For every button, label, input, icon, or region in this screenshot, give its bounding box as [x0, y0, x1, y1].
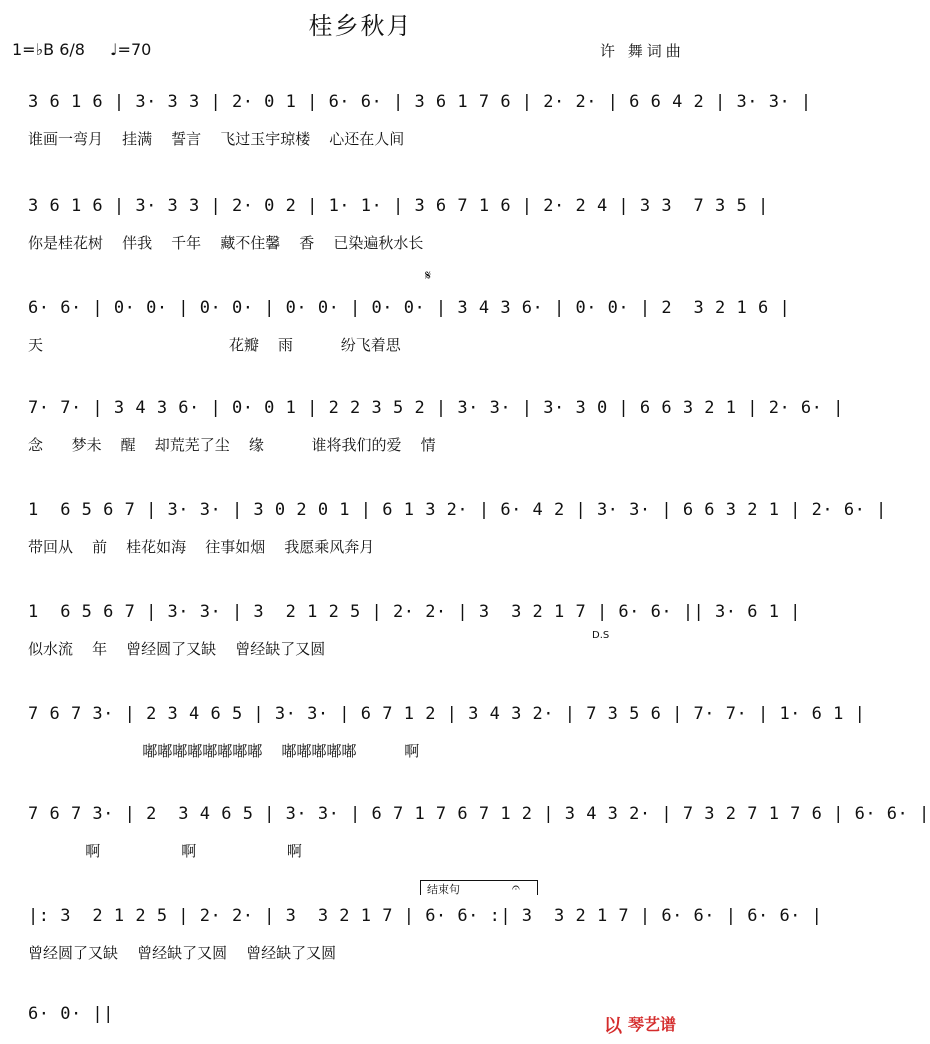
ds-mark: D.S: [592, 630, 610, 641]
lyrics-row-9: 曾经圆了又缺 曾经缺了又圆 曾经缺了又圆: [28, 944, 337, 962]
key-signature: 1=♭B 6/8: [12, 40, 85, 59]
fermata-mark: 𝄐: [512, 880, 520, 896]
lyrics-row-4: 念 梦未 醒 却荒芜了尘 缘 谁将我们的爱 情: [28, 436, 436, 454]
notation-row-4: 7· 7· | 3 4 3 6· | 0· 0 1 | 2 2 3 5 2 | 3· 3· | 3· 3 0 | 6 6 3 2 1 | 2· 6· |: [28, 398, 844, 418]
notation-row-2: 3 6 1 6 | 3· 3 3 | 2· 0 2 | 1· 1· | 3 6 7 1 6 | 2· 2 4 | 3 3 7 3 5 |: [28, 196, 769, 216]
lyrics-row-5: 带回从 前 桂花如海 往事如烟 我愿乘风奔月: [28, 538, 375, 556]
notation-row-1: 3 6 1 6 | 3· 3 3 | 2· 0 1 | 6· 6· | 3 6 1 7 6 | 2· 2· | 6 6 4 2 | 3· 3· |: [28, 92, 812, 112]
notation-row-7: 7 6 7 3· | 2 3 4 6 5 | 3· 3· | 6 7 1 2 | 3 4 3 2· | 7 3 5 6 | 7· 7· | 1· 6 1 |: [28, 704, 866, 724]
logo-icon: 以: [604, 1016, 622, 1037]
lyrics-row-7: 嘟嘟嘟嘟嘟嘟嘟嘟 嘟嘟嘟嘟嘟 啊: [28, 742, 420, 760]
credit-line: 许 舞词曲: [600, 42, 685, 60]
notation-row-5: 1 6 5 6 7 | 3· 3· | 3 0 2 0 1 | 6 1 3 2· | 6· 4 2 | 3· 3· | 6 6 3 2 1 | 2· 6· |: [28, 500, 887, 520]
notation-row-6: 1 6 5 6 7 | 3· 3· | 3 2 1 2 5 | 2· 2· | 3 3 2 1 7 | 6· 6· || 3· 6 1 |: [28, 602, 801, 622]
ending-label: 结束句: [427, 883, 460, 896]
lyrics-row-3: 天 花瓣 雨 纷飞着思: [28, 336, 401, 354]
tempo-marking: ♩=70: [110, 40, 152, 59]
page-title: 桂乡秋月: [308, 12, 413, 40]
notation-row-9: |: 3 2 1 2 5 | 2· 2· | 3 3 2 1 7 | 6· 6· :| 3 3 2 1 7 | 6· 6· | 6· 6· |: [28, 906, 823, 926]
segno-mark: 𝄋: [425, 268, 432, 284]
notation-row-8: 7 6 7 3· | 2 3 4 6 5 | 3· 3· | 6 7 1 7 6 7 1 2 | 3 4 3 2· | 7 3 2 7 1 7 6 | 6· 6· |: [28, 804, 930, 824]
lyrics-row-8: 啊 啊 啊: [28, 842, 302, 860]
lyrics-row-2: 你是桂花树 伴我 千年 藏不住馨 香 已染遍秋水长: [28, 234, 424, 252]
notation-row-10: 6· 0· ||: [28, 1004, 114, 1024]
notation-row-3: 6· 6· | 0· 0· | 0· 0· | 0· 0· | 0· 0· | 3 4 3 6· | 0· 0· | 2 3 2 1 6 |: [28, 298, 791, 318]
site-logo: 琴艺谱: [628, 1015, 677, 1034]
ending-bracket: [420, 880, 538, 895]
lyrics-row-1: 谁画一弯月 挂满 誓言 飞过玉宇琼楼 心还在人间: [28, 130, 405, 148]
lyrics-row-6: 似水流 年 曾经圆了又缺 曾经缺了又圆: [28, 640, 326, 658]
